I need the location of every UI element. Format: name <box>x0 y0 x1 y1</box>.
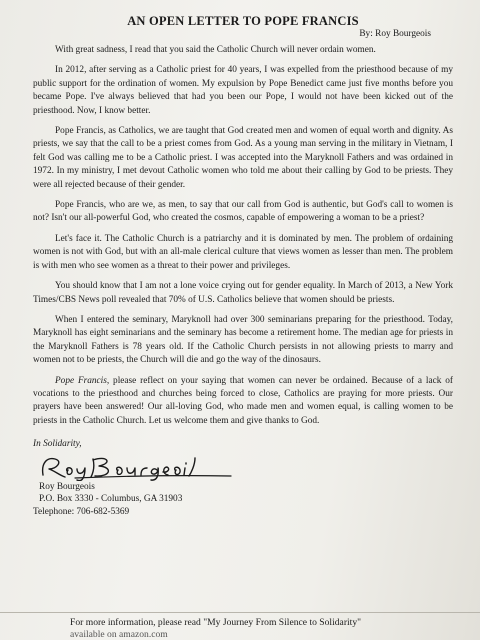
paragraph-1: With great sadness, I read that you said the Catholic Church will never ordain women. <box>55 45 376 55</box>
sender-name: Roy Bourgeois <box>39 481 95 492</box>
paragraph-3: Pope Francis, as Catholics, we are taught that God created men and women of equal worth and dignity. As priests, we say that the call to be a priest comes from God. As a young man serving in the military in Vietnam, I felt God was calling me to be a Catholic priest. I was accepted into the Maryknoll Fathers and was ordained in 1972. In my ministry, I met devout Catholic women who told me about their calling by God to be priests. They were all rejected because of their gender. <box>33 126 453 190</box>
paragraph-4: Pope Francis, who are we, as men, to say that our call from God is authentic, but God's call to women is not? Isn't our all-powerful God, who created the cosmos, capable of empowering a woman to be a priest? <box>33 200 453 224</box>
paragraph-7: When I entered the seminary, Maryknoll had over 300 seminarians preparing for the priesthood. Today, Maryknoll has eight seminarians and the seminary has become a retirement home. The median age for priests in the Maryknoll Fathers is 78 years old. If the Catholic Church persists in not allowing priests to marry and women not to be priests, the Church will die and go the way of the dinosaurs. <box>33 314 453 366</box>
paragraph-8-lead: Pope Francis, <box>55 375 110 386</box>
letter-body <box>33 14 453 518</box>
closing-block <box>33 438 453 518</box>
paragraph-2: In 2012, after serving as a Catholic priest for 40 years, I was expelled from the priesthood because of my public support for the ordination of women. My expulsion by Pope Benedict came just five months before you became Pope. I've always believed that had you been our Pope, I would not have been kicked out of the priesthood. Now, I know better. <box>33 65 453 116</box>
sender-telephone: Telephone: 706-682-5369 <box>33 506 130 517</box>
footer-note: For more information, please read "My Journey From Silence to Solidarity" <box>70 617 362 628</box>
letter-title: AN OPEN LETTER TO POPE FRANCIS <box>127 14 359 28</box>
letter-byline: By: Roy Bourgeois <box>359 29 431 39</box>
closing-salutation: In Solidarity, <box>33 439 82 450</box>
sender-address: P.O. Box 3330 - Columbus, GA 31903 <box>39 494 183 505</box>
paragraph-8 <box>33 375 453 429</box>
footer-note-cut: available on amazon.com <box>70 629 168 640</box>
footer-divider <box>0 612 480 613</box>
paragraph-6: You should know that I am not a lone voice crying out for gender equality. In March of 2013, a New York Times/CBS News poll revealed that 70% of U.S. Catholics believe that women should be priests. <box>33 281 453 305</box>
paragraph-8-text: please reflect on your saying that women can never be ordained. Because of a lack of vocations to the priesthood and churches being forced to close, Catholics are praying for more priests. Our prayers have been answered! Our all-loving God, who made men and women equal, is calling women to be priests in the Catholic Church. Let us welcome them and give thanks to God. <box>33 375 453 426</box>
handwritten-signature <box>35 453 453 481</box>
paragraph-5: Let's face it. The Catholic Church is a patriarchy and it is dominated by men. The problem of ordaining women is not with God, but with an all-male clerical culture that views women as lesser than men. The problem is with men who see women as a threat to their power and privileges. <box>33 233 453 271</box>
